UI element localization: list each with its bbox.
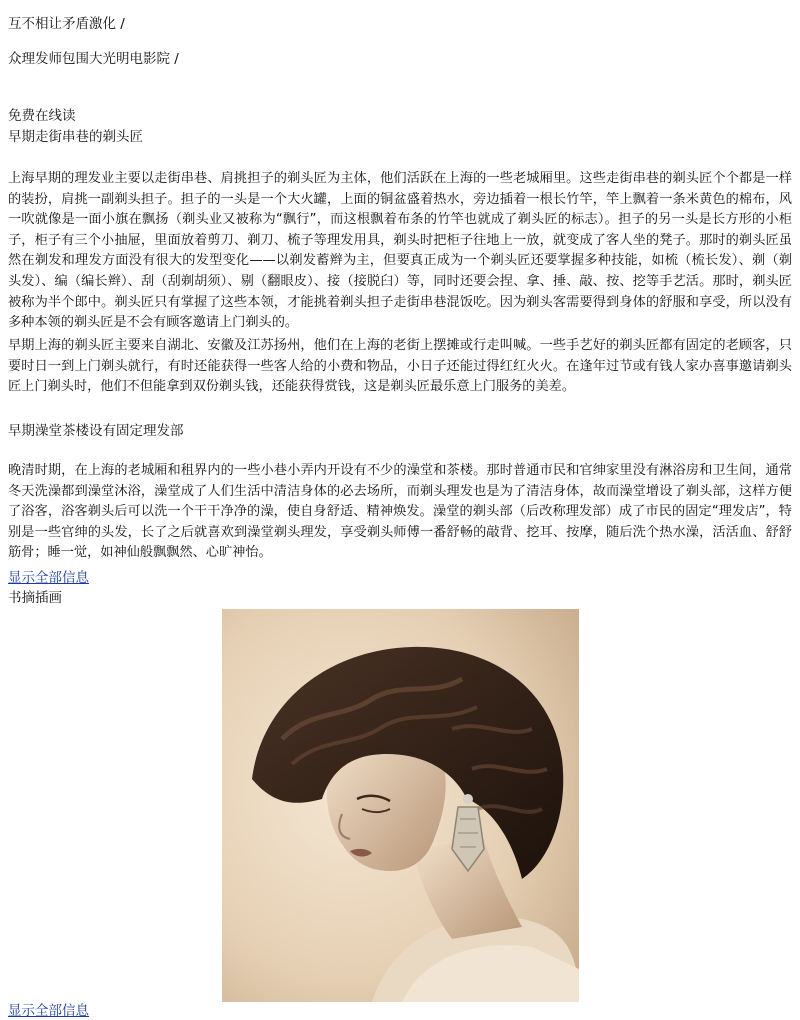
breadcrumb-related-chapter[interactable]: 众理发师包围大光明电影院 / — [8, 51, 179, 67]
section-subheading: 早期澡堂茶楼设有固定理发部 — [8, 423, 184, 439]
body-paragraph-1: 上海早期的理发业主要以走街串巷、肩挑担子的剃头匠为主体，他们活跃在上海的一些老城厢里。这些走街串巷的剃头匠个个都是一样的装扮，肩挑一副剃头担子。担子的一头是一个大火罐，上面的铜盆盛着热水，旁边插着一根长竹竿，竿上飘着一条米黄色的棉布，风一吹就像是一面小旗在飘扬（剃头业又被称为“飘行”，而这根飘着布条的竹竿也就成了剃头匠的标志）。担子的另一头是长方形的小柜子，柜子有三个小抽屉，里面放着剪刀、剃刀、梳子等理发用具，剃头时把柜子往地上一放，就变成了客人坐的凳子。那时的剃头匠虽然在剃发和理发方面没有很大的发型变化——以剃发蓄辫为主，但要真正成为一个剃头匠还要掌握多种技能，如梳（梳长发）、剃（剃头发）、编（编长辫）、刮（刮剃胡须）、剔（翻眼皮）、接（接脱臼）等，同时还要会捏、拿、捶、敲、按、挖等手艺活。那时，剃头匠被称为半个郎中。剃头匠只有掌握了这些本领，才能挑着剃头担子走街串巷混饭吃。因为剃头客需要得到身体的舒服和享受，所以没有多种本领的剃头匠是不会有顾客邀请上门剃头的。 — [8, 171, 792, 331]
breadcrumb-previous-chapter[interactable]: 互不相让矛盾激化 / — [8, 16, 125, 32]
portrait-photo — [222, 609, 579, 1002]
vintage-portrait-photo-icon — [222, 609, 579, 1002]
body-paragraph-3: 晚清时期，在上海的老城厢和租界内的一些小巷小弄内开设有不少的澡堂和茶楼。那时普通市民和官绅家里没有淋浴房和卫生间，通常冬天洗澡都到澡堂沐浴，澡堂成了人们生活中清洁身体的必去场所，而剃头理发也是为了清洁身体，故而澡堂增设了剃头部，这样方便了浴客，浴客剃头后可以洗一个干干净净的澡，使自身舒适、精神焕发。澡堂的剃头部（后改称理发部）成了市民的固定“理发店”，特别是一些官绅的头发，长了之后就喜欢到澡堂剃头理发，享受剃头师傅一番舒畅的敲背、挖耳、按摩，随后洗个热水澡，活活血、舒舒筋骨；睡一觉，如神仙般飘飘然、心旷神怡。 — [8, 463, 792, 561]
show-all-info-link[interactable]: 显示全部信息 — [8, 570, 89, 586]
illustration-heading: 书摘插画 — [8, 590, 62, 606]
free-read-label: 免费在线读 — [8, 108, 76, 124]
show-all-info-link-bottom[interactable]: 显示全部信息 — [8, 1003, 89, 1019]
chapter-title: 早期走街串巷的剃头匠 — [8, 129, 143, 145]
body-paragraph-2: 早期上海的剃头匠主要来自湖北、安徽及江苏扬州，他们在上海的老街上摆摊或行走叫喊。一些手艺好的剃头匠都有固定的老顾客，只要时日一到上门剃头就行，有时还能获得一些客人给的小费和物品，小日子还能过得红红火火。在逢年过节或有钱人家办喜事邀请剃头匠上门剃头时，他们不但能拿到双份剃头钱，还能获得赏钱，这是剃头匠最乐意上门服务的美差。 — [8, 338, 792, 395]
